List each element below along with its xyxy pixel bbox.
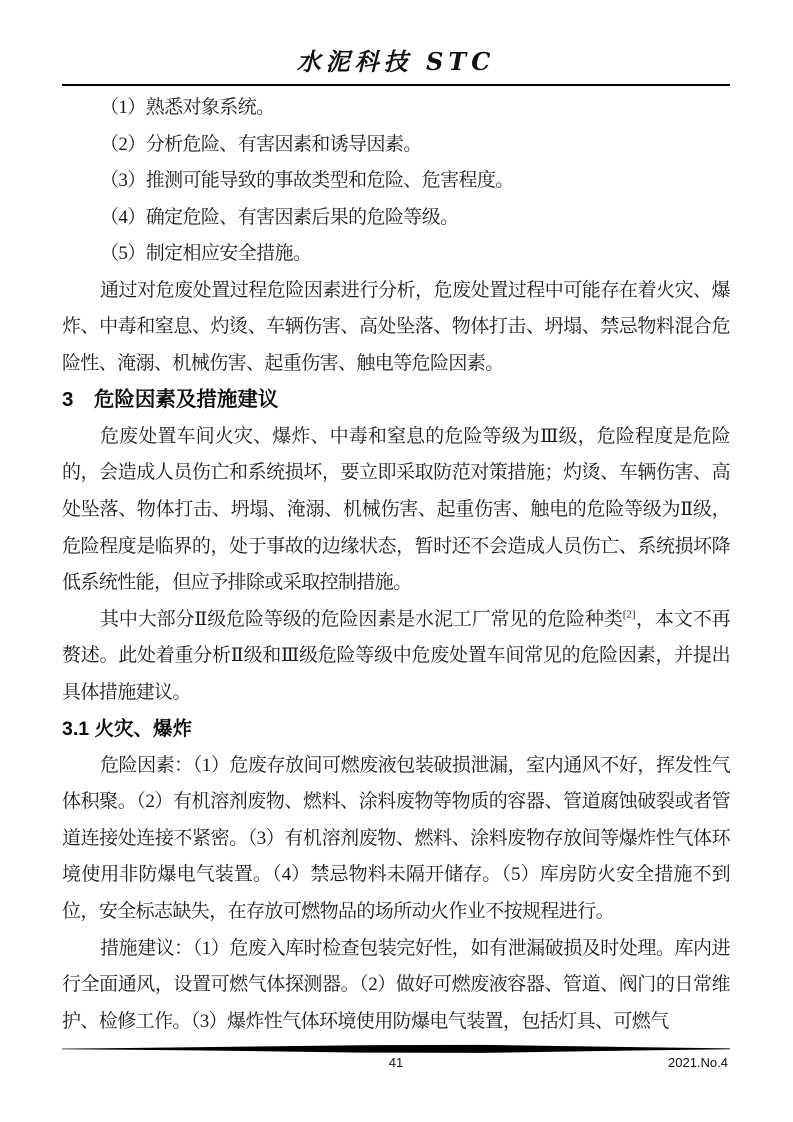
focus-text-after-reference: ，本文不再赘述。此处着重分析Ⅱ级和Ⅲ级危险等级中危废处置车间常见的危险因素，并提出具体措施建议。	[62, 608, 730, 703]
page-footer	[62, 1042, 730, 1082]
article-body	[62, 90, 730, 1040]
page-number: 41	[388, 1055, 404, 1070]
focus-text-before-reference: 其中大部分Ⅱ级危险等级的危险因素是水泥工厂常见的危险种类	[100, 608, 623, 630]
paragraph-risk-levels: 危废处置车间火灾、爆炸、中毒和窒息的危险等级为Ⅲ级，危险程度是危险的，会造成人员伤亡和系统损坏，要立即采取防范对策措施；灼烫、车辆伤害、高处坠落、物体打击、坍塌、淹溺、机械伤害、起重伤害、触电的危险等级为Ⅱ级，危险程度是临界的，处于事故的边缘状态，暂时还不会造成人员伤亡、系统损坏降低系统性能，但应予排除或采取控制措施。	[62, 425, 730, 594]
paragraph-focus-statement	[62, 602, 730, 712]
issue-label: 2021.No.4	[668, 1055, 728, 1070]
procedure-step-2: （2）分析危险、有害因素和诱导因素。	[100, 133, 422, 155]
procedure-step-3: （3）推测可能导致的事故类型和危险、危害程度。	[100, 170, 514, 192]
procedure-step-5: （5）制定相应安全措施。	[100, 243, 312, 265]
paragraph-fire-hazard-factors: 危险因素：（1）危废存放间可燃废液包装破损泄漏，室内通风不好，挥发性气体积聚。（2）有机溶剂废物、燃料、涂料废物等物质的容器、管道腐蚀破裂或者管道连接处连接不紧密。（3）有机溶剂废物、燃料、涂料废物存放间等爆炸性气体环境使用非防爆电气装置。（4）禁忌物料未隔开储存。（5）库房防火安全措施不到位，安全标志缺失，在存放可燃物品的场所动火作业不按规程进行。	[62, 754, 730, 923]
reference-marker: [2]	[622, 608, 636, 621]
paragraph-hazard-overview: 通过对危废处置过程危险因素进行分析，危废处置过程中可能存在着火灾、爆炸、中毒和窒息、灼烫、车辆伤害、高处坠落、物体打击、坍塌、禁忌物料混合危险性、淹溺、机械伤害、起重伤害、触电等危险因素。	[62, 279, 730, 374]
section-3-1-heading: 3.1 火灾、爆炸	[62, 718, 193, 741]
header-rule-divider	[62, 84, 730, 86]
section-3-heading: 3 危险因素及措施建议	[62, 388, 279, 412]
footer-text-row	[62, 1055, 730, 1073]
journal-header	[62, 0, 730, 88]
procedure-step-1: （1）熟悉对象系统。	[100, 97, 275, 118]
paragraph-fire-measures: 措施建议：（1）危废入库时检查包装完好性，如有泄漏破损及时处理。库内进行全面通风，设置可燃气体探测器。（2）做好可燃废液容器、管道、阀门的日常维护、检修工作。（3）爆炸性气体环境使用防爆电气装置，包括灯具、可燃气	[62, 937, 730, 1032]
procedure-step-4: （4）确定危险、有害因素后果的危险等级。	[100, 206, 459, 228]
footer-tapered-rule	[62, 1044, 730, 1054]
journal-title: 水泥科技 STC	[296, 47, 496, 76]
